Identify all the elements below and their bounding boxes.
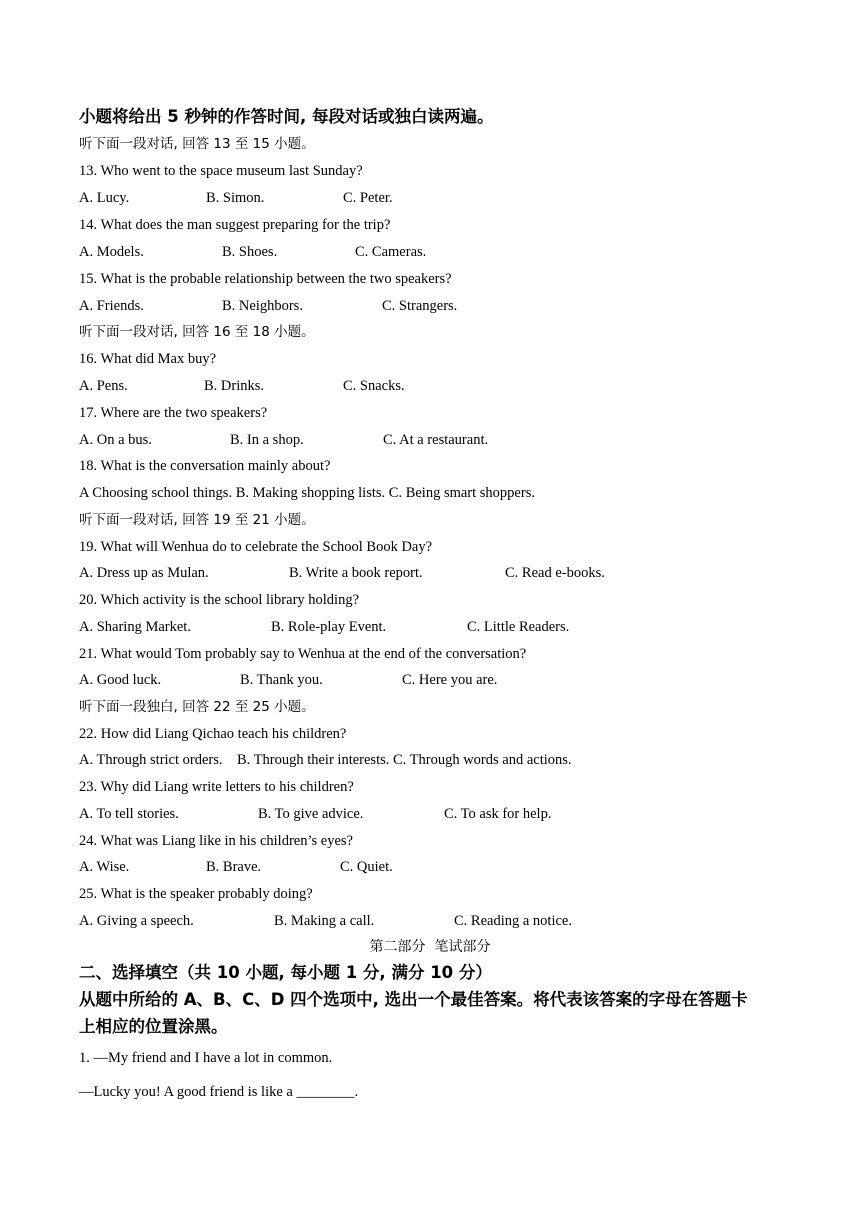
instruction-continuation: 小题将给出 5 秒钟的作答时间, 每段对话或独白读两遍。 <box>79 107 494 126</box>
option-c: C. At a restaurant. <box>383 432 489 448</box>
option-b: B. In a shop. <box>230 432 304 448</box>
dialog-intro: 听下面一段对话, 回答 19 至 21 小题。 <box>79 512 315 528</box>
question-15: 15. What is the probable relationship between the two speakers? <box>79 271 452 287</box>
question-14: 14. What does the man suggest preparing for the trip? <box>79 217 391 233</box>
options-line: A. Through strict orders. B. Through their interests. C. Through words and actions. <box>79 752 572 768</box>
question-25: 25. What is the speaker probably doing? <box>79 886 313 902</box>
dialog-intro: 听下面一段对话, 回答 13 至 15 小题。 <box>79 136 315 152</box>
question-18: 18. What is the conversation mainly about? <box>79 458 331 474</box>
option-c: C. Little Readers. <box>467 619 570 635</box>
option-c: C. Read e-books. <box>505 565 605 581</box>
option-a: A. Good luck. <box>79 672 162 688</box>
option-a: A. Friends. <box>79 298 144 314</box>
question-21: 21. What would Tom probably say to Wenhua at the end of the conversation? <box>79 646 527 662</box>
option-a: A. Sharing Market. <box>79 619 191 635</box>
section-instruction-cont: 上相应的位置涂黑。 <box>79 1017 228 1036</box>
question-24: 24. What was Liang like in his children’s eyes? <box>79 833 353 849</box>
option-a: A. Models. <box>79 244 144 260</box>
option-b: B. Write a book report. <box>289 565 423 581</box>
option-c: C. Snacks. <box>343 378 405 394</box>
question-17: 17. Where are the two speakers? <box>79 405 268 421</box>
section-title: 二、选择填空（共 10 小题, 每小题 1 分, 满分 10 分） <box>79 963 492 982</box>
section-instruction: 从题中所给的 A、B、C、D 四个选项中, 选出一个最佳答案。将代表该答案的字母在答题卡 <box>79 990 748 1009</box>
question-23: 23. Why did Liang write letters to his children? <box>79 779 354 795</box>
question-16: 16. What did Max buy? <box>79 351 217 367</box>
option-a: A. Pens. <box>79 378 128 394</box>
question-22: 22. How did Liang Qichao teach his children? <box>79 726 347 742</box>
options-line: A Choosing school things. B. Making shopping lists. C. Being smart shoppers. <box>79 485 535 501</box>
option-b: B. Making a call. <box>274 913 375 929</box>
option-b: B. Drinks. <box>204 378 265 394</box>
monologue-intro: 听下面一段独白, 回答 22 至 25 小题。 <box>79 699 315 715</box>
option-b: B. To give advice. <box>258 806 364 822</box>
question-20: 20. Which activity is the school library holding? <box>79 592 360 608</box>
question-1-line1: 1. —My friend and I have a lot in common. <box>79 1050 333 1066</box>
option-a: A. Wise. <box>79 859 130 875</box>
option-c: C. Peter. <box>343 190 393 206</box>
option-c: C. Quiet. <box>340 859 393 875</box>
option-b: B. Thank you. <box>240 672 323 688</box>
option-c: C. Reading a notice. <box>454 913 572 929</box>
option-c: C. Strangers. <box>382 298 458 314</box>
option-a: A. Lucy. <box>79 190 130 206</box>
question-1-line2: —Lucky you! A good friend is like a ________. <box>79 1084 359 1100</box>
dialog-intro: 听下面一段对话, 回答 16 至 18 小题。 <box>79 324 315 340</box>
option-a: A. Giving a speech. <box>79 913 194 929</box>
option-a: A. To tell stories. <box>79 806 179 822</box>
option-c: C. Cameras. <box>355 244 427 260</box>
option-b: B. Neighbors. <box>222 298 303 314</box>
option-b: B. Shoes. <box>222 244 278 260</box>
option-b: B. Role-play Event. <box>271 619 387 635</box>
option-a: A. Dress up as Mulan. <box>79 565 209 581</box>
option-a: A. On a bus. <box>79 432 152 448</box>
question-13: 13. Who went to the space museum last Sunday? <box>79 163 363 179</box>
part-title: 第二部分 笔试部分 <box>369 939 491 955</box>
option-b: B. Brave. <box>206 859 262 875</box>
question-19: 19. What will Wenhua do to celebrate the School Book Day? <box>79 539 433 555</box>
option-c: C. Here you are. <box>402 672 498 688</box>
option-c: C. To ask for help. <box>444 806 552 822</box>
option-b: B. Simon. <box>206 190 265 206</box>
